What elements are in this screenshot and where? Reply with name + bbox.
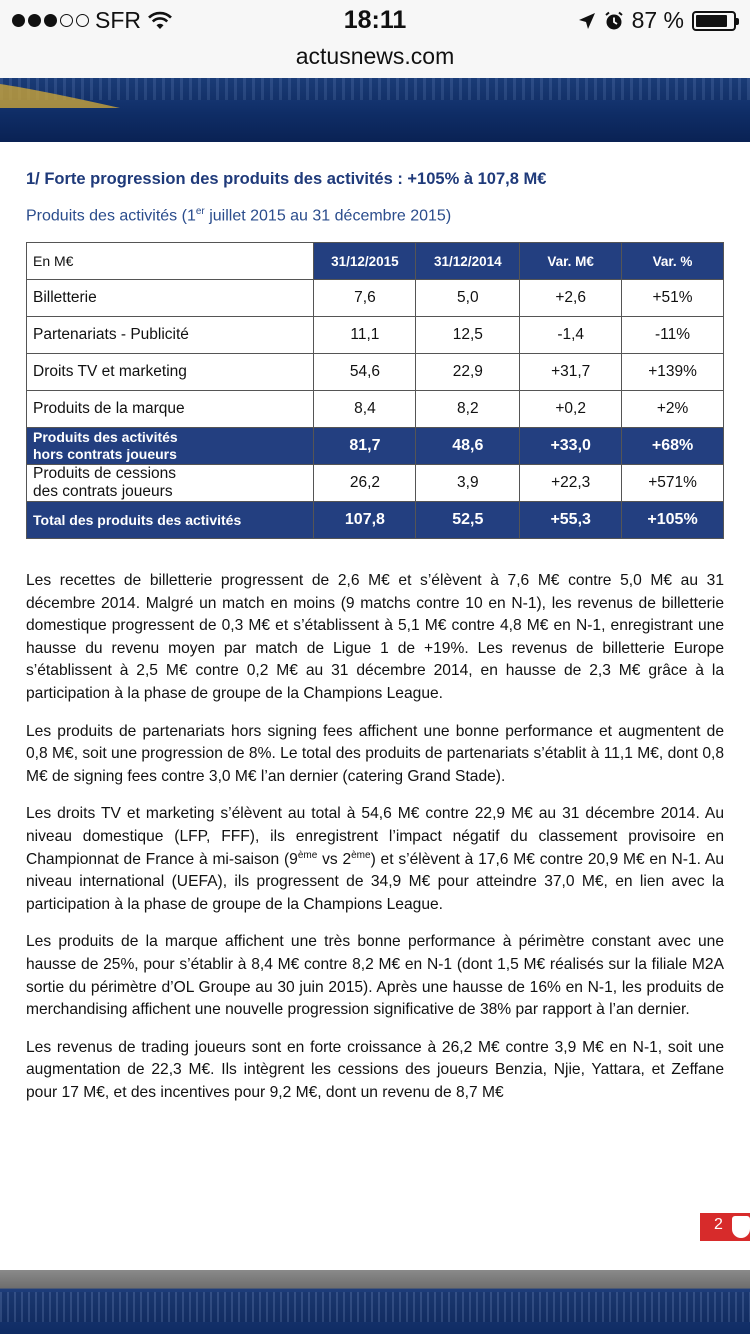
carrier-name: SFR [95, 7, 141, 33]
superscript: ème [351, 849, 371, 861]
row-label-line: Produits des activités [33, 429, 178, 445]
table-cell: +68% [622, 428, 724, 465]
table-cell: +0,2 [520, 391, 622, 428]
table-row [27, 280, 724, 317]
revenue-table [26, 242, 724, 539]
paragraph: Les revenus de trading joueurs sont en forte croissance à 26,2 M€ contre 3,9 M€ en N-1, soit une augmentation de 22,3 M€. Ils intègrent les cessions des joueurs Benzia, Njie, Yattara, et Zeffane pour 17 M€, et des incentives pour 9,2 M€, dont un revenu de 8,7 M€ [26, 1038, 724, 1101]
table-cell: 8,2 [416, 391, 520, 428]
status-bar [0, 0, 750, 40]
table-cell: 48,6 [416, 428, 520, 465]
row-label: Total des produits des activités [27, 502, 314, 539]
table-cell: 107,8 [314, 502, 416, 539]
table-cell: 54,6 [314, 354, 416, 391]
table-cell: -1,4 [520, 317, 622, 354]
subtitle-sup: er [195, 206, 205, 217]
subtotal-row [27, 428, 724, 465]
subtitle-text-end: juillet 2015 au 31 décembre 2015) [204, 207, 452, 225]
paragraph-text: vs 2 [317, 850, 352, 868]
table-header: 31/12/2015 [314, 243, 416, 280]
alarm-clock-icon [604, 11, 624, 31]
table-cell: 26,2 [314, 465, 416, 502]
row-label: Produits de la marque [27, 391, 314, 428]
table-row [27, 354, 724, 391]
table-row [27, 391, 724, 428]
table-subtitle [26, 206, 451, 225]
table-row [27, 317, 724, 354]
status-right [578, 7, 736, 34]
table-cell: -11% [622, 317, 724, 354]
row-label [27, 465, 314, 502]
row-label-line: hors contrats joueurs [33, 446, 177, 462]
table-header: En M€ [27, 243, 314, 280]
table-cell: +22,3 [520, 465, 622, 502]
row-label: Droits TV et marketing [27, 354, 314, 391]
total-row [27, 502, 724, 539]
table-header-row [27, 243, 724, 280]
table-cell: +51% [622, 280, 724, 317]
subtitle-text: Produits des activités (1 [26, 207, 196, 225]
paragraph: Les produits de la marque affichent une très bonne performance à périmètre constant avec une hausse de 25%, pour s’établir à 8,4 M€ contre 8,2 M€ en N-1 (dont 1,5 M€ réalisés sur la filiale M2A sortie du périmètre d’OL Groupe au 30 juin 2015). Après une hausse de 16% en N-1, les produits de merchandising affichent une nouvelle progression significative de 38% par rapport à l’an dernier. [26, 933, 724, 1019]
page-number: 2 [714, 1216, 723, 1233]
row-label: Billetterie [27, 280, 314, 317]
clock: 18:11 [343, 6, 407, 34]
superscript: ème [297, 849, 318, 861]
location-arrow-icon [578, 12, 596, 30]
page-number-badge [700, 1213, 750, 1241]
table-header: 31/12/2014 [416, 243, 520, 280]
battery-icon [692, 11, 736, 31]
table-cell: 81,7 [314, 428, 416, 465]
table-cell: 3,9 [416, 465, 520, 502]
paragraph-text: Les droits TV et marketing s’élèvent au total à 54,6 M€ contre 22,9 M€ au 31 décembre 2014. Au niveau domestique (LFP, FFF), ils enregistrent l’impact négatif du classement provisoire en Championnat de France à mi-saison (9 [26, 805, 724, 868]
row-label [27, 428, 314, 465]
table-cell: +139% [622, 354, 724, 391]
table-cell: 8,4 [314, 391, 416, 428]
section-title: 1/ Forte progression des produits des activités : +105% à 107,8 M€ [26, 170, 547, 188]
table-cell: +105% [622, 502, 724, 539]
table-cell: 5,0 [416, 280, 520, 317]
table-cell: 52,5 [416, 502, 520, 539]
table-cell: +2% [622, 391, 724, 428]
table-cell: 7,6 [314, 280, 416, 317]
row-label-line: Produits de cessions [33, 465, 177, 482]
battery-percent: 87 % [631, 7, 684, 33]
url-text: actusnews.com [295, 43, 455, 69]
url-bar[interactable] [0, 40, 750, 78]
table-header: Var. % [622, 243, 724, 280]
header-banner [0, 78, 750, 142]
table-cell: 22,9 [416, 354, 520, 391]
table-cell: 12,5 [416, 317, 520, 354]
paragraph [26, 803, 724, 916]
footer-banner [0, 1270, 750, 1334]
paragraph-text: ) et s’élèvent à 17,6 M€ contre 20,9 M€ en N-1. Au niveau international (UEFA), ils progressent de 34,9 M€ pour atteindre 37,0 M€, en lien avec la participation à la phase de groupe de la Champions League. [26, 850, 725, 913]
paragraph: Les produits de partenariats hors signing fees affichent une bonne performance et augmentent de 0,8 M€, soit une progression de 8%. Le total des produits de partenariats s’établit à 11,1 M€, dont 0,8 M€ de signing fees contre 3,0 M€ l’an dernier (catering Grand Stade). [26, 722, 724, 785]
table-row [27, 465, 724, 502]
row-label: Partenariats - Publicité [27, 317, 314, 354]
header-swoosh [0, 78, 750, 142]
table-cell: +31,7 [520, 354, 622, 391]
table-cell: +55,3 [520, 502, 622, 539]
table-cell: 11,1 [314, 317, 416, 354]
club-logo-icon [732, 1216, 750, 1238]
stadium-image [0, 1292, 750, 1322]
table-header: Var. M€ [520, 243, 622, 280]
table-cell: +2,6 [520, 280, 622, 317]
body-text [26, 570, 724, 1119]
row-label-line: des contrats joueurs [33, 483, 173, 500]
table-cell: +33,0 [520, 428, 622, 465]
table-cell: +571% [622, 465, 724, 502]
paragraph: Les recettes de billetterie progressent de 2,6 M€ et s’élèvent à 7,6 M€ contre 5,0 M€ au 31 décembre 2014. Malgré un match en moins (9 matchs contre 10 en N-1), les revenus de billetterie domestique progressent de 0,3 M€ et s’établissent à 5,1 M€ contre 4,8 M€ en N-1, enregistrant une hausse du revenu moyen par match de Ligue 1 de +19%. Les revenus de billetterie Europe s’établissent à 2,5 M€ contre 0,2 M€ au 31 décembre 2014, en hausse de 2,3 M€ grâce à la participation à la phase de groupe de la Champions League. [26, 572, 724, 702]
